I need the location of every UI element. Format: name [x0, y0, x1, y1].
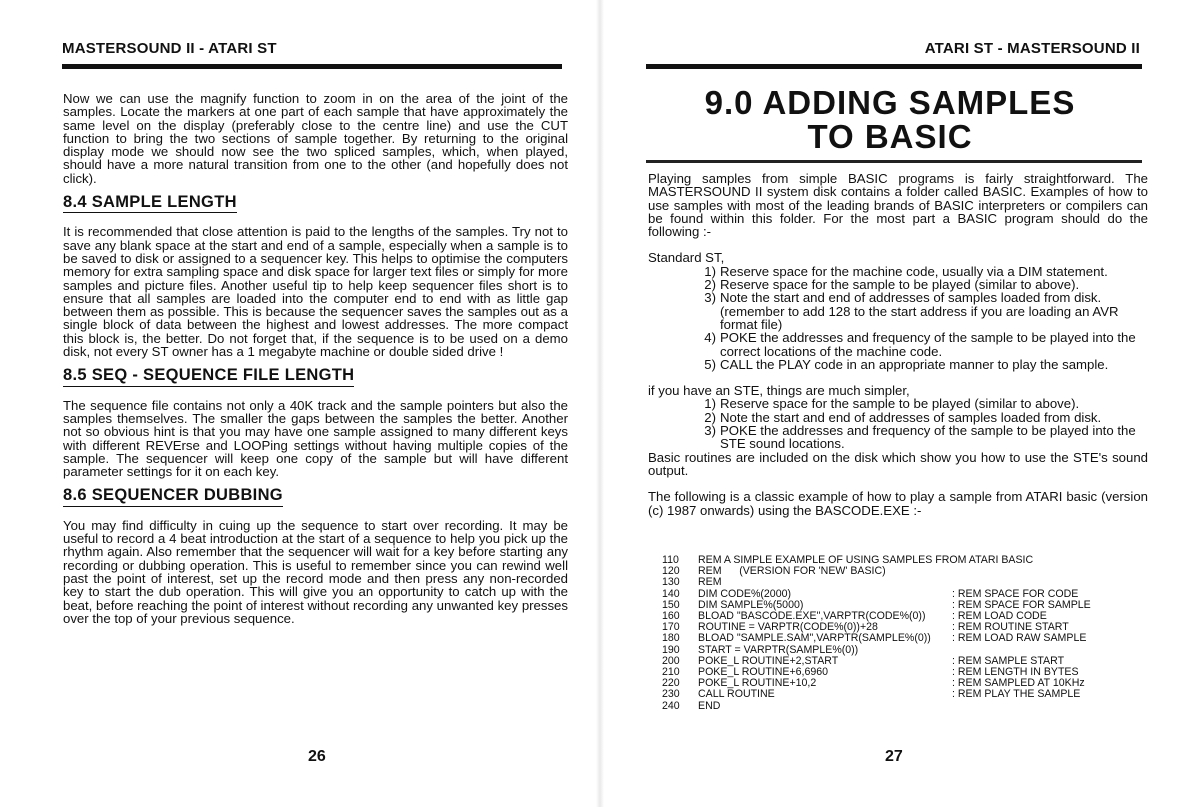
- section-heading: 8.5 SEQ - SEQUENCE FILE LENGTH: [63, 369, 354, 386]
- section-8-4: [63, 185, 568, 358]
- section-heading: 8.6 SEQUENCER DUBBING: [63, 489, 283, 506]
- code-remark: : REM SPACE FOR CODE: [952, 587, 1079, 600]
- standard-st-steps: [696, 265, 1148, 371]
- chapter-title-line: TO BASIC: [807, 118, 973, 155]
- header-rule: [646, 64, 1142, 69]
- step-number: 3): [704, 423, 716, 439]
- right-page: [600, 0, 1200, 807]
- section-text: The sequence file contains not only a 40K track and the sample pointers but also the samples themselves. The smaller the gaps between the samples the better. Another not so obvious hint is that you may have one sample assigned to many different keys with different REVErse and LOOPing settings without having multiple copies of the sample. The sequencer will keep one copy of the sample but will have different parameter settings for it on each key.: [63, 397, 568, 480]
- code-statement: REM A SIMPLE EXAMPLE OF USING SAMPLES FROM ATARI BASIC: [698, 554, 1034, 566]
- intro-paragraph: Now we can use the magnify function to zoom in on the area of the joint of the samples. Locate the markers at one part of each sample that have approximately the same level on the display (preferably close to the centre line) and use the CUT function to bring the two sections of sample together. By returning to the original display mode we should now see the two spliced samples, which, when played, should have a more natural transition from one to the other (and hopefully does not click).: [63, 91, 568, 186]
- page-number: 26: [308, 748, 326, 765]
- ste-steps: [696, 397, 1148, 450]
- code-statement: CALL ROUTINE: [698, 688, 775, 701]
- code-remark: : REM ROUTINE START: [952, 621, 1069, 634]
- line-number: 220: [662, 677, 680, 690]
- chapter-title: [640, 86, 1140, 154]
- line-number: 210: [662, 666, 680, 679]
- code-statement: START = VARPTR(SAMPLE%(0)): [698, 643, 859, 656]
- list-item: [696, 397, 1148, 410]
- code-statement: POKE_L ROUTINE+2,START: [698, 654, 839, 667]
- list-item: [696, 358, 1148, 371]
- section-8-5: [63, 358, 568, 478]
- code-line: [662, 577, 1152, 588]
- code-statement: DIM SAMPLE%(5000): [698, 598, 804, 611]
- left-page-body: [63, 92, 568, 625]
- list-item: [696, 278, 1148, 291]
- code-statement: POKE_L ROUTINE+6,6960: [698, 666, 829, 679]
- step-text: POKE the addresses and frequency of the sample to be played into the correct locations of the machine code.: [720, 330, 1136, 359]
- line-number: 130: [662, 576, 680, 589]
- list-item: [696, 265, 1148, 278]
- intro-paragraph: Playing samples from simple BASIC programs is fairly straightforward. The MASTERSOUND II system disk contains a folder called BASIC. Examples of how to use samples with most of the leading brands of BASIC interpreters or compilers can be found within this folder. For the most part a BASIC program should do the following :-: [648, 171, 1148, 240]
- line-number: 230: [662, 688, 680, 701]
- code-statement: ROUTINE = VARPTR(CODE%(0))+28: [698, 621, 878, 634]
- code-remark: [952, 577, 1152, 588]
- code-statement: BLOAD "SAMPLE.SAM",VARPTR(SAMPLE%(0)): [698, 632, 931, 645]
- step-number: 5): [704, 356, 716, 372]
- code-remark: : REM SPACE FOR SAMPLE: [952, 598, 1091, 611]
- running-header: MASTERSOUND II - ATARI ST: [62, 40, 277, 57]
- step-text: Note the start and end of addresses of samples loaded from disk.: [720, 409, 1102, 425]
- ste-note: Basic routines are included on the disk which show you how to use the STE's sound output.: [648, 449, 1148, 478]
- code-remark: [952, 555, 1152, 566]
- line-number: 170: [662, 621, 680, 634]
- code-remark: : REM LENGTH IN BYTES: [952, 666, 1079, 679]
- page-number: 27: [885, 748, 903, 765]
- ste-label: if you have an STE, things are much simpler,: [648, 383, 910, 399]
- list-item: [696, 331, 1148, 358]
- code-remark: : REM LOAD CODE: [952, 610, 1047, 623]
- step-text: Note the start and end of addresses of samples loaded from disk. (remember to add 128 to the start address if you are loading an AVR format file): [720, 290, 1119, 332]
- code-line: [662, 566, 1152, 577]
- code-statement: POKE_L ROUTINE+10,2: [698, 677, 817, 690]
- header-rule: [62, 64, 562, 69]
- step-text: Reserve space for the sample to be played (similar to above).: [720, 277, 1080, 293]
- code-statement: REM (VERSION FOR 'NEW' BASIC): [698, 565, 886, 578]
- list-item: [696, 291, 1148, 331]
- step-text: POKE the addresses and frequency of the sample to be played into the STE sound locations.: [720, 423, 1136, 452]
- step-number: 1): [704, 263, 716, 279]
- chapter-title-line: 9.0 ADDING SAMPLES: [704, 84, 1076, 121]
- step-number: 4): [704, 330, 716, 346]
- running-header: ATARI ST - MASTERSOUND II: [924, 40, 1140, 57]
- line-number: 180: [662, 632, 680, 645]
- section-heading: 8.4 SAMPLE LENGTH: [63, 196, 237, 213]
- code-remark: : REM SAMPLE START: [952, 654, 1065, 667]
- code-remark: : REM LOAD RAW SAMPLE: [952, 632, 1087, 645]
- standard-st-label: Standard ST,: [648, 250, 725, 266]
- code-statement: DIM CODE%(2000): [698, 587, 792, 600]
- step-text: Reserve space for the sample to be played (similar to above).: [720, 396, 1080, 412]
- code-line: [662, 689, 1152, 700]
- code-statement: BLOAD "BASCODE.EXE",VARPTR(CODE%(0)): [698, 610, 926, 623]
- code-line: [662, 701, 1152, 712]
- basic-code-listing: [662, 555, 1152, 712]
- line-number: 190: [662, 643, 680, 656]
- step-number: 3): [704, 290, 716, 306]
- example-intro: The following is a classic example of how to play a sample from ATARI basic (version (c) 1987 onwards) using the BASCODE.EXE :-: [648, 489, 1148, 518]
- line-number: 120: [662, 565, 680, 578]
- code-remark: : REM SAMPLED AT 10KHz: [952, 677, 1085, 690]
- section-8-6: [63, 478, 568, 625]
- step-number: 2): [704, 277, 716, 293]
- code-statement: REM: [698, 576, 722, 589]
- code-remark: : REM PLAY THE SAMPLE: [952, 688, 1081, 701]
- section-text: It is recommended that close attention is paid to the lengths of the samples. Try not to save any blank space at the start and end of a sample, especially when a sample is to be saved to disk or assigned to a sequencer key. This helps to optimise the computers memory for extra sampling space and disk space for larger text files or simply for more samples and picture files. Another useful tip to help keep sequencer files short is to ensure that all samples are loaded into the computer end to end with as little gap between them as possible. This is because the sequencer saves the samples out as a single block of data between the highest and lowest addresses. The more compact this block is, the better. Do not forget that, if the sequence is to be used on a demo disk, not every ST owner has a 1 megabyte machine or double sided drive !: [63, 224, 568, 360]
- code-remark: [952, 566, 1152, 577]
- step-text: CALL the PLAY code in an appropriate manner to play the sample.: [720, 356, 1109, 372]
- code-remark: [952, 701, 1152, 712]
- line-number: 240: [662, 699, 680, 712]
- line-number: 150: [662, 598, 680, 611]
- line-number: 110: [662, 554, 679, 566]
- list-item: [696, 411, 1148, 424]
- line-number: 140: [662, 587, 680, 600]
- code-line: [662, 633, 1152, 644]
- line-number: 200: [662, 654, 680, 667]
- step-text: Reserve space for the machine code, usually via a DIM statement.: [720, 263, 1108, 279]
- line-number: 160: [662, 610, 680, 623]
- section-text: You may find difficulty in cuing up the sequence to start over recording. It may be useful to record a 4 beat introduction at the start of a sequence to help you pick up the rhythm again. Also remember that the sequencer will wait for a key before starting any recording or dubbing operation. This is useful to remember since you can rewind well past the point of interest, set up the record mode and then press any non-recorded key to start the dub operation. This will give you an opportunity to catch up with the beat, before reaching the point of interest without recording any unwanted key presses over the top of your previous sequence.: [63, 517, 568, 626]
- step-number: 2): [704, 409, 716, 425]
- right-page-body: [648, 172, 1148, 517]
- code-statement: END: [698, 699, 721, 712]
- list-item: [696, 424, 1148, 451]
- step-number: 1): [704, 396, 716, 412]
- chapter-rule: [646, 160, 1142, 163]
